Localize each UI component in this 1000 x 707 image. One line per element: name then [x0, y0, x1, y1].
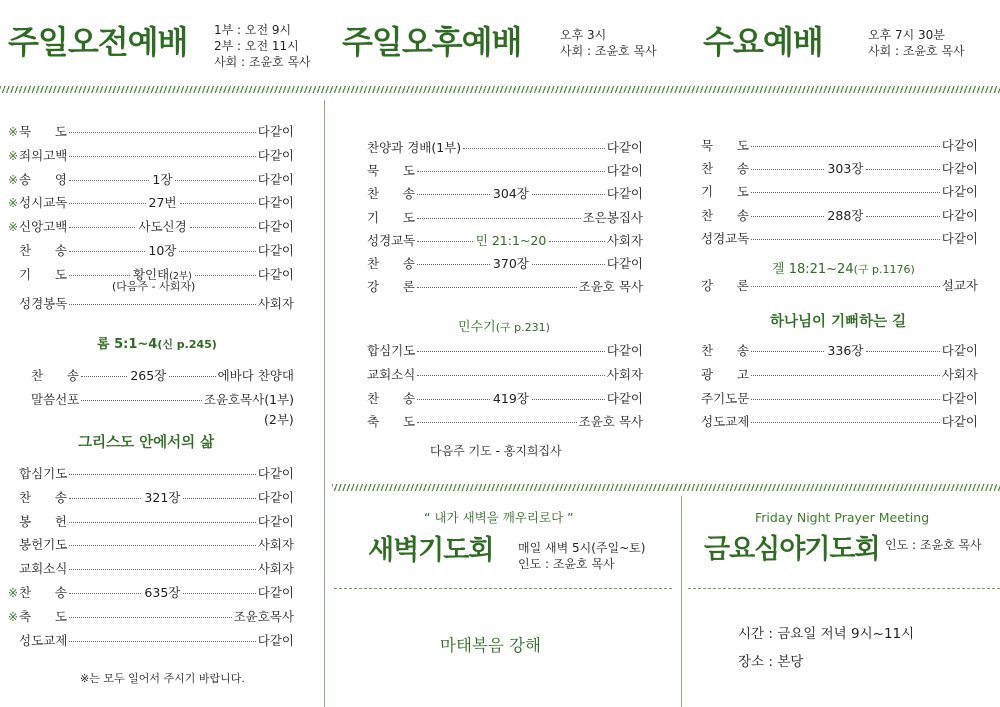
dot-leader	[417, 218, 581, 219]
order-row	[690, 208, 978, 224]
afternoon-service-info	[560, 27, 657, 59]
order-detail-text: 304장	[492, 186, 529, 202]
order-detail	[492, 391, 530, 407]
order-label: 교회소식	[19, 561, 68, 577]
order-label: 성경교독	[367, 232, 416, 248]
order-value: 다같이	[606, 256, 644, 271]
dawn-prayer-title: 새벽기도회	[368, 535, 494, 566]
dot-leader	[81, 400, 202, 401]
order-label: 교회소식	[367, 366, 416, 382]
order-label: 찬 송	[367, 186, 415, 202]
dot-leader	[69, 156, 255, 157]
order-label: 축 도	[367, 414, 415, 430]
dot-leader	[417, 171, 605, 172]
afternoon-sermon-page: (구 p.231)	[495, 321, 550, 334]
dawn-info-line: 매일 새벽 5시(주일~토)	[518, 541, 646, 555]
wednesday-service-info	[868, 27, 965, 59]
bottom-hatch-divider	[332, 484, 1000, 491]
standing-note: ※는 모두 일어서 주시기 바랍니다.	[80, 672, 245, 685]
morning-service-title: 주일오전예배	[8, 23, 188, 61]
order-label: 광 고	[701, 366, 749, 382]
order-value: 다같이	[941, 161, 979, 177]
order-label: 성경교독	[701, 230, 750, 246]
order-value: 다같이	[257, 632, 294, 648]
order-value: 다같이	[257, 585, 295, 600]
dot-leader	[866, 351, 939, 352]
order-value: 다같이	[941, 343, 979, 358]
order-detail	[143, 490, 181, 506]
order-value: 다같이	[257, 195, 294, 211]
order-row	[8, 561, 294, 577]
order-value: 다같이	[941, 138, 978, 153]
order-label: 찬양과 경배(1부)	[367, 140, 462, 155]
order-detail-text: 27번	[148, 195, 177, 211]
order-detail-text: 황인태	[132, 266, 170, 282]
order-value: 다같이	[941, 390, 978, 406]
order-label: 봉 헌	[19, 513, 67, 529]
header-hatch-divider	[0, 86, 1000, 93]
order-detail	[137, 219, 187, 235]
order-row	[356, 186, 643, 202]
order-label: 찬 송	[701, 207, 749, 223]
friday-place: 장소 : 본당	[738, 654, 804, 670]
dot-leader	[751, 192, 940, 193]
friday-dash-divider	[688, 588, 1000, 589]
dot-leader	[195, 275, 256, 276]
order-row	[8, 466, 294, 482]
stand-mark: ※	[8, 125, 19, 139]
afternoon-service-title: 주일오후예배	[342, 23, 522, 61]
morning-info-line: 2부 : 오전 11시	[214, 39, 299, 53]
order-detail-text: 사도신경	[138, 219, 187, 235]
dot-leader	[751, 351, 824, 352]
order-detail	[826, 343, 864, 359]
order-detail-text: 321장	[144, 489, 181, 505]
dot-leader	[532, 264, 605, 265]
order-detail-text: 10장	[148, 243, 177, 258]
order-label: 강 론	[367, 279, 415, 295]
order-row	[8, 172, 294, 188]
order-label: 성경봉독	[19, 296, 68, 311]
order-row	[356, 414, 643, 430]
order-row	[8, 296, 294, 312]
dot-leader	[751, 169, 824, 170]
order-detail	[492, 256, 530, 272]
order-value: 다같이	[257, 489, 295, 505]
afternoon-sermon-title	[458, 316, 550, 335]
order-value: 사회자	[941, 366, 978, 382]
dot-leader	[69, 498, 141, 499]
dot-leader	[417, 375, 604, 376]
order-detail-text: 370장	[492, 256, 529, 271]
order-label: 기 도	[701, 184, 749, 200]
dot-leader	[69, 227, 135, 228]
order-row	[8, 585, 294, 601]
dot-leader	[417, 264, 490, 265]
order-row	[690, 414, 978, 430]
order-label: 찬 송	[367, 256, 415, 271]
order-row	[690, 367, 978, 383]
order-value: 다같이	[257, 243, 294, 258]
dot-leader	[532, 399, 605, 400]
scripture-ref-page: (신 p.245)	[157, 338, 217, 351]
order-value: 다같이	[257, 266, 295, 282]
stand-mark: ※	[8, 172, 19, 187]
next-week-prayer: 다음주 기도 - 홍지희집사	[430, 444, 562, 458]
dot-leader	[751, 216, 824, 217]
order-detail	[129, 368, 167, 384]
order-row	[8, 219, 294, 235]
order-value: 다같이	[941, 184, 978, 200]
wednesday-scripture-ref	[772, 258, 915, 277]
stand-mark: ※	[8, 609, 19, 624]
dawn-quote: “ 내가 새벽을 깨우리로다 ”	[424, 510, 574, 525]
dot-leader	[417, 241, 472, 242]
order-row	[8, 537, 294, 553]
dot-leader	[69, 522, 256, 523]
order-label: 찬 송	[19, 489, 67, 505]
order-value: 사회자	[606, 366, 643, 382]
order-row	[356, 163, 643, 179]
order-label: 찬 송	[19, 243, 67, 258]
stand-mark: ※	[8, 196, 19, 211]
wednesday-info-line: 사회 : 조윤호 목사	[868, 44, 965, 58]
order-row	[356, 233, 643, 249]
order-detail	[143, 585, 181, 601]
order-label: 묵 도	[367, 163, 415, 179]
order-value: 다같이	[606, 186, 644, 202]
dot-leader	[69, 132, 256, 133]
order-row	[356, 391, 643, 407]
order-value: 다같이	[606, 343, 643, 358]
order-value: 다같이	[606, 390, 644, 406]
afternoon-info-line: 사회 : 조윤호 목사	[560, 44, 657, 58]
dawn-dash-divider	[334, 588, 672, 589]
dot-leader	[417, 351, 604, 352]
order-detail-text: 419장	[492, 390, 529, 406]
order-label: 성도교제	[19, 632, 68, 648]
stand-mark: ※	[8, 220, 19, 235]
order-row	[690, 391, 978, 407]
dot-leader	[751, 286, 940, 287]
dot-leader	[179, 251, 255, 252]
dot-leader	[190, 227, 256, 228]
wednesday-sermon-title: 하나님이 기뻐하는 길	[770, 314, 907, 330]
dot-leader	[417, 287, 577, 288]
order-row	[8, 490, 294, 506]
dot-leader	[417, 399, 490, 400]
order-row	[690, 343, 978, 359]
column-divider-bottom	[681, 496, 682, 707]
dot-leader	[532, 194, 605, 195]
order-label: 축 도	[19, 608, 67, 624]
order-detail	[826, 208, 864, 224]
dot-leader	[69, 251, 145, 252]
order-label: 말씀선포	[31, 391, 80, 407]
dawn-topic: 마태복음 강해	[440, 636, 541, 655]
order-value: 설교자	[941, 278, 978, 293]
dot-leader	[69, 593, 141, 594]
dot-leader	[751, 146, 940, 147]
order-detail-text: 265장	[130, 368, 167, 383]
wednesday-info-line: 오후 7시 30분	[868, 28, 945, 42]
dot-leader	[69, 275, 130, 276]
dot-leader	[69, 641, 255, 642]
order-value: 조윤호 목사	[578, 414, 643, 430]
order-detail	[475, 233, 548, 249]
order-row	[356, 256, 643, 272]
dot-leader	[417, 194, 490, 195]
order-detail-text: 민 21:1~20	[475, 232, 547, 248]
order-detail	[492, 186, 530, 202]
order-value: 사회자	[257, 537, 294, 553]
dot-leader	[183, 498, 255, 499]
dot-leader	[751, 375, 940, 376]
scripture-ref-text: 롬 5:1~4	[97, 337, 158, 352]
column-divider-left	[324, 100, 325, 707]
order-detail-text: 1장	[152, 171, 173, 187]
order-detail	[148, 195, 178, 211]
order-row	[690, 161, 978, 177]
prayer-next-note: (다음주 - 사회자)	[112, 280, 196, 293]
friday-leader: 인도 : 조윤호 목사	[885, 538, 982, 552]
order-label: 찬 송	[31, 368, 79, 383]
dot-leader	[183, 593, 255, 594]
friday-prayer-title: 금요심야기도회	[704, 534, 880, 565]
morning-info-line: 1부 : 오전 9시	[214, 23, 292, 37]
order-row	[690, 231, 978, 247]
order-label: 성도교제	[701, 414, 750, 430]
dot-leader	[69, 617, 232, 618]
wed-scripture-page: (구 p.1176)	[853, 263, 915, 276]
dot-leader	[175, 180, 255, 181]
order-detail-text: 303장	[827, 161, 864, 177]
order-value: 사회자	[606, 232, 644, 248]
order-row	[8, 609, 294, 625]
order-row	[690, 278, 978, 294]
dot-leader	[81, 376, 127, 377]
order-row	[8, 243, 294, 259]
order-row	[20, 392, 294, 408]
dot-leader	[180, 203, 256, 204]
order-row	[356, 210, 643, 226]
dot-leader	[417, 422, 577, 423]
order-detail-text: 288장	[827, 207, 864, 223]
order-value: 다같이	[257, 124, 294, 139]
order-label: 죄의고백	[19, 147, 68, 163]
order-value: 다같이	[941, 230, 978, 246]
order-row	[356, 367, 643, 383]
order-row	[8, 124, 294, 140]
dot-leader	[751, 399, 939, 400]
order-label: 묵 도	[701, 138, 749, 153]
dot-leader	[169, 376, 215, 377]
order-value: 조윤호목사(1부)	[203, 391, 294, 407]
dot-leader	[463, 148, 605, 149]
order-label: 송 영	[19, 171, 67, 187]
order-value: 다같이	[606, 163, 643, 179]
order-label: 합심기도	[19, 466, 68, 481]
order-label: 찬 송	[19, 585, 67, 600]
dot-leader	[69, 203, 145, 204]
dawn-prayer-info	[518, 540, 645, 572]
order-row	[8, 195, 294, 211]
afternoon-sermon-book: 민수기	[458, 320, 496, 335]
stand-mark: ※	[8, 586, 19, 600]
order-label: 강 론	[701, 278, 749, 293]
order-value: 다같이	[257, 466, 294, 481]
dot-leader	[69, 180, 149, 181]
order-detail-text: 336장	[827, 343, 864, 358]
order-value: 사회자	[257, 561, 294, 577]
dot-leader	[69, 545, 255, 546]
dot-leader	[549, 241, 604, 242]
order-detail	[826, 161, 864, 177]
order-label: 주기도문	[701, 390, 750, 406]
order-label: 묵 도	[19, 124, 67, 139]
dot-leader	[866, 216, 939, 217]
order-row	[690, 184, 978, 200]
order-value: 다같이	[257, 147, 294, 163]
order-row	[8, 514, 294, 530]
sermon-second-service-note: (2부)	[264, 412, 294, 427]
wednesday-service-title: 수요예배	[703, 23, 823, 61]
order-value: 조은봉집사	[582, 209, 643, 225]
dot-leader	[69, 304, 255, 305]
dot-leader	[69, 569, 255, 570]
order-value: 조윤호목사	[233, 608, 294, 624]
order-label: 찬 송	[367, 390, 415, 406]
dot-leader	[69, 474, 255, 475]
order-detail	[147, 243, 177, 259]
order-row	[356, 343, 643, 359]
order-row	[8, 633, 294, 649]
morning-sermon-title: 그리스도 안에서의 삶	[78, 435, 215, 451]
dot-leader	[751, 239, 939, 240]
order-label: 기 도	[367, 209, 415, 225]
order-value: 다같이	[257, 219, 295, 235]
dawn-info-line: 인도 : 조윤호 목사	[518, 557, 615, 571]
dot-leader	[866, 169, 939, 170]
order-row	[356, 279, 643, 295]
order-label: 찬 송	[701, 343, 749, 358]
order-detail	[151, 172, 173, 188]
order-label: 봉헌기도	[19, 537, 68, 553]
order-value: 조윤호 목사	[578, 279, 643, 295]
order-value: 다같이	[941, 414, 978, 430]
order-row	[690, 138, 978, 154]
order-value: 다같이	[257, 171, 295, 187]
morning-info-line: 사회 : 조윤호 목사	[214, 55, 311, 69]
order-row	[8, 148, 294, 164]
wed-scripture-text: 겔 18:21~24	[772, 262, 854, 277]
order-value: 다같이	[941, 207, 979, 223]
stand-mark: ※	[8, 148, 19, 163]
order-value: 에바다 찬양대	[217, 368, 294, 383]
order-value: 다같이	[606, 140, 643, 155]
order-row	[356, 140, 643, 156]
morning-scripture-ref	[97, 333, 217, 352]
afternoon-info-line: 오후 3시	[560, 28, 607, 42]
morning-service-info	[214, 22, 311, 70]
order-label: 합심기도	[367, 343, 416, 358]
order-label: 신앙고백	[19, 219, 68, 235]
order-label: 찬 송	[701, 161, 749, 177]
order-row	[20, 368, 294, 384]
order-value: 다같이	[257, 513, 294, 529]
dot-leader	[751, 422, 939, 423]
order-label: 기 도	[19, 266, 67, 282]
friday-time: 시간 : 금요일 저녁 9시~11시	[738, 626, 915, 642]
friday-subtitle: Friday Night Prayer Meeting	[755, 510, 930, 525]
order-label: 성시교독	[19, 195, 68, 211]
order-detail-text: 635장	[144, 585, 181, 600]
order-value: 사회자	[257, 296, 294, 311]
order-detail-sup: (2부)	[169, 270, 192, 282]
